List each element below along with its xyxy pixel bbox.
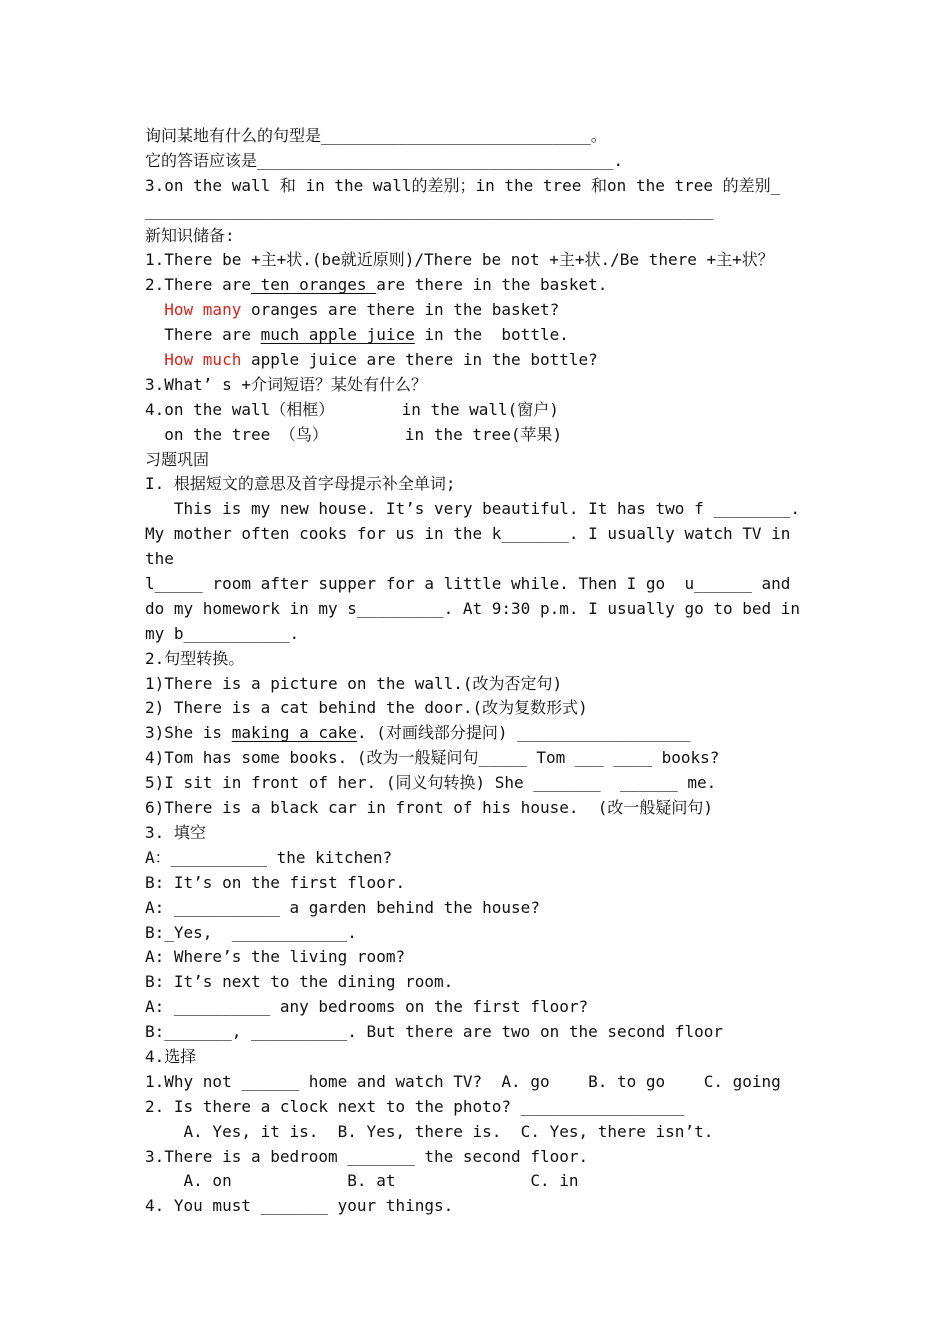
text-line: 2. Is there a clock next to the photo? _________________ [145, 1096, 685, 1116]
text-line: 2) There is a cat behind the door.(改为复数形式) [145, 698, 588, 718]
text-run [145, 350, 164, 369]
document-page [145, 124, 815, 1219]
text-line: B:_Yes, ____________. [145, 922, 357, 942]
text-line: A. on B. at C. in [145, 1171, 579, 1191]
text-run: There are [145, 325, 261, 345]
text-line: 6)There is a black car in front of his house. (改一般疑问句) [145, 798, 714, 818]
text-line: 它的答语应该是_____________________________________. [145, 150, 624, 170]
section-heading: 新知识储备: [145, 225, 235, 245]
text-line: This is my new house. It’s very beautiful. It has two f ________. [145, 499, 801, 519]
text-line: 1)There is a picture on the wall.(改为否定句) [145, 673, 563, 693]
text-line: 4.on the wall（相框） in the wall(窗户) [145, 399, 559, 419]
section-heading: 3. 填空 [145, 822, 206, 842]
text-line: My mother often cooks for us in the k_______. I usually watch TV in [145, 524, 791, 544]
text-line [145, 273, 815, 298]
text-line [145, 298, 815, 323]
underlined-phrase: ten oranges [250, 275, 377, 295]
text-line: 4)Tom has some books. (改为一般疑问句_____ Tom ___ ____ books? [145, 748, 720, 768]
text-line: the [145, 549, 174, 569]
text-run: in the bottle. [414, 325, 569, 345]
text-line [145, 323, 815, 348]
text-line: B:_______, __________. But there are two on the second floor [145, 1022, 723, 1042]
highlight-phrase: How much [164, 350, 242, 370]
text-run: oranges are there in the basket? [241, 300, 560, 320]
text-run: 2.There are [145, 275, 251, 295]
text-line: A: ___________ a garden behind the house? [145, 897, 540, 917]
text-line: I. 根据短文的意思及首字母提示补全单词; [145, 474, 456, 494]
text-line: B: It’s next to the dining room. [145, 972, 454, 992]
text-line: 1.There be +主+状.(be就近原则)/There be not +主+状./Be there +主+状？ [145, 250, 774, 270]
section-heading: 2.句型转换。 [145, 648, 245, 668]
text-line: 询问某地有什么的句型是____________________________。 [145, 126, 607, 145]
text-line: A. Yes, it is. B. Yes, there is. C. Yes, there isn’t. [145, 1121, 714, 1141]
text-run [145, 300, 164, 319]
text-line: 4. You must _______ your things. [145, 1196, 454, 1216]
text-line: 5)I sit in front of her. (同义句转换) She _______ ______ me. [145, 773, 717, 793]
text-line: on the tree （鸟） in the tree(苹果) [145, 424, 563, 444]
text-line [145, 721, 815, 746]
text-run: 3)She is [145, 723, 232, 743]
text-line: 3.What’ s +介词短语？某处有什么？ [145, 374, 427, 394]
text-line: l_____ room after supper for a little while. Then I go u______ and [145, 574, 791, 594]
text-line: A: __________ any bedrooms on the first floor? [145, 997, 589, 1017]
text-line: my b___________. [145, 623, 300, 643]
underlined-phrase: making a cake [231, 723, 357, 743]
text-line: do my homework in my s_________. At 9:30 p.m. I usually go to bed in [145, 598, 801, 618]
section-heading: 习题巩固 [145, 449, 210, 469]
text-line: 1.Why not ______ home and watch TV? A. go B. to go C. going [145, 1071, 781, 1091]
highlight-phrase: How many [164, 300, 242, 320]
text-run: are there in the basket. [376, 275, 608, 295]
text-line [145, 348, 815, 373]
text-line: ___________________________________________________________ [145, 200, 714, 220]
section-heading: 4.选择 [145, 1046, 197, 1066]
text-line: A：__________ the kitchen? [145, 847, 393, 867]
text-run: apple juice are there in the bottle? [241, 350, 598, 370]
text-line: B: It’s on the first floor. [145, 872, 406, 892]
text-line: A: Where’s the living room? [145, 947, 406, 967]
text-run: . (对画线部分提问) __________________ [356, 723, 691, 743]
text-line: 3.There is a bedroom _______ the second floor. [145, 1146, 589, 1166]
text-line: 3.on the wall 和 in the wall的差别；in the tree 和on the tree 的差别_ [145, 175, 781, 195]
underlined-phrase: much apple juice [260, 325, 415, 345]
